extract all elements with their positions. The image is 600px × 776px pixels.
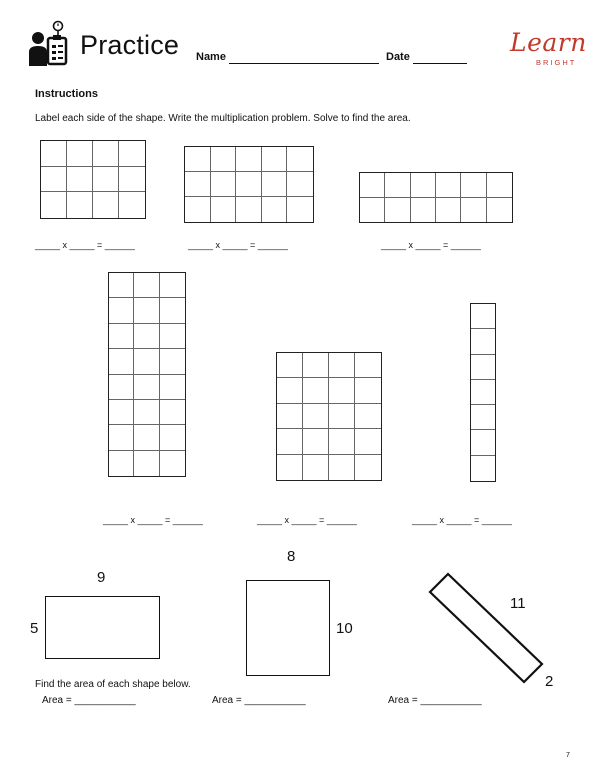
grid-cell	[471, 329, 495, 354]
grid-cell	[211, 172, 237, 197]
grid-cell	[236, 147, 262, 172]
array-grid-1	[40, 140, 146, 219]
grid-cell	[411, 173, 436, 198]
grid-cell	[355, 455, 381, 480]
name-line[interactable]	[229, 63, 379, 64]
grid-cell	[134, 324, 159, 349]
grid-cell	[471, 380, 495, 405]
grid-cell	[303, 353, 329, 378]
shape-2-top-label: 8	[287, 548, 296, 565]
grid-cell	[134, 451, 159, 476]
grid-cell	[93, 167, 119, 193]
grid-cell	[134, 425, 159, 450]
grid-cell	[109, 400, 134, 425]
grid-cell	[93, 141, 119, 167]
grid-cell	[303, 404, 329, 429]
shape-2-side-label: 10	[336, 620, 353, 637]
shape-1-top-label: 9	[97, 569, 106, 586]
instructions-text: Label each side of the shape. Write the multiplication problem. Solve to find the area.	[35, 113, 411, 124]
logo-learn-text: Learn	[510, 28, 587, 57]
grid-cell	[160, 349, 185, 374]
grid-cell	[67, 192, 93, 218]
grid-cell	[119, 141, 145, 167]
grid-cell	[109, 349, 134, 374]
grid-cell	[160, 273, 185, 298]
date-label: Date	[386, 51, 410, 63]
shape-1-side-label: 5	[30, 620, 39, 637]
grid-cell	[109, 298, 134, 323]
name-label: Name	[196, 51, 226, 63]
grid-cell	[329, 378, 355, 403]
grid-cell	[287, 147, 313, 172]
grid-cell	[262, 172, 288, 197]
grid-cell	[436, 198, 461, 223]
grid-cell	[329, 455, 355, 480]
grid-cell	[329, 353, 355, 378]
grid-cell	[287, 172, 313, 197]
array-grid-6	[470, 303, 496, 482]
equation-4[interactable]: _____ x _____ = ______	[103, 515, 203, 525]
grid-cell	[41, 192, 67, 218]
grid-cell	[360, 173, 385, 198]
grid-cell	[277, 455, 303, 480]
grid-cell	[461, 173, 486, 198]
grid-cell	[471, 430, 495, 455]
grid-cell	[160, 425, 185, 450]
grid-cell	[487, 198, 512, 223]
grid-cell	[236, 172, 262, 197]
grid-cell	[160, 451, 185, 476]
grid-cell	[134, 298, 159, 323]
grid-cell	[355, 353, 381, 378]
grid-cell	[461, 198, 486, 223]
grid-cell	[160, 375, 185, 400]
grid-cell	[119, 167, 145, 193]
shape-3-side-label: 2	[545, 673, 554, 690]
grid-cell	[411, 198, 436, 223]
grid-cell	[93, 192, 119, 218]
shape-3-tilted-rectangle	[420, 560, 560, 690]
grid-cell	[303, 455, 329, 480]
grid-cell	[277, 353, 303, 378]
grid-cell	[385, 173, 410, 198]
grid-cell	[471, 304, 495, 329]
grid-cell	[109, 451, 134, 476]
teacher-clipboard-icon	[28, 20, 74, 70]
grid-cell	[119, 192, 145, 218]
grid-cell	[360, 198, 385, 223]
grid-cell	[277, 378, 303, 403]
grid-cell	[487, 173, 512, 198]
area-answer-2[interactable]: Area = ___________	[212, 695, 306, 706]
grid-cell	[329, 404, 355, 429]
area-answer-1[interactable]: Area = ___________	[42, 695, 136, 706]
grid-cell	[109, 324, 134, 349]
area-answer-3[interactable]: Area = ___________	[388, 695, 482, 706]
grid-cell	[262, 197, 288, 222]
grid-cell	[67, 141, 93, 167]
shape-2-square	[246, 580, 330, 676]
grid-cell	[436, 173, 461, 198]
grid-cell	[185, 172, 211, 197]
grid-cell	[277, 429, 303, 454]
grid-cell	[471, 456, 495, 481]
grid-cell	[185, 147, 211, 172]
page-title: Practice	[80, 30, 180, 60]
grid-cell	[211, 147, 237, 172]
grid-cell	[303, 378, 329, 403]
grid-cell	[109, 273, 134, 298]
array-grid-5	[276, 352, 382, 481]
logo-bright-text: BRIGHT	[536, 58, 577, 67]
grid-cell	[134, 273, 159, 298]
grid-cell	[211, 197, 237, 222]
array-grid-3	[359, 172, 513, 223]
grid-cell	[287, 197, 313, 222]
grid-cell	[471, 405, 495, 430]
grid-cell	[160, 400, 185, 425]
grid-cell	[355, 404, 381, 429]
grid-cell	[262, 147, 288, 172]
shape-3-top-label: 11	[510, 595, 526, 612]
date-line[interactable]	[413, 63, 467, 64]
page-number: 7	[566, 752, 570, 759]
grid-cell	[329, 429, 355, 454]
grid-cell	[355, 378, 381, 403]
grid-cell	[134, 375, 159, 400]
grid-cell	[109, 425, 134, 450]
shape-1-rectangle	[45, 596, 160, 659]
equation-1[interactable]: _____ x _____ = ______	[35, 240, 135, 250]
grid-cell	[41, 167, 67, 193]
grid-cell	[471, 355, 495, 380]
find-area-instruction: Find the area of each shape below.	[35, 679, 191, 690]
grid-cell	[185, 197, 211, 222]
grid-cell	[355, 429, 381, 454]
grid-cell	[109, 375, 134, 400]
grid-cell	[236, 197, 262, 222]
equation-2[interactable]: _____ x _____ = ______	[188, 240, 288, 250]
equation-5[interactable]: _____ x _____ = ______	[257, 515, 357, 525]
array-grid-4	[108, 272, 186, 477]
grid-cell	[134, 400, 159, 425]
instructions-heading: Instructions	[35, 88, 98, 100]
grid-cell	[41, 141, 67, 167]
array-grid-2	[184, 146, 314, 223]
equation-3[interactable]: _____ x _____ = ______	[381, 240, 481, 250]
grid-cell	[303, 429, 329, 454]
grid-cell	[160, 298, 185, 323]
grid-cell	[134, 349, 159, 374]
grid-cell	[277, 404, 303, 429]
equation-6[interactable]: _____ x _____ = ______	[412, 515, 512, 525]
grid-cell	[67, 167, 93, 193]
grid-cell	[385, 198, 410, 223]
grid-cell	[160, 324, 185, 349]
